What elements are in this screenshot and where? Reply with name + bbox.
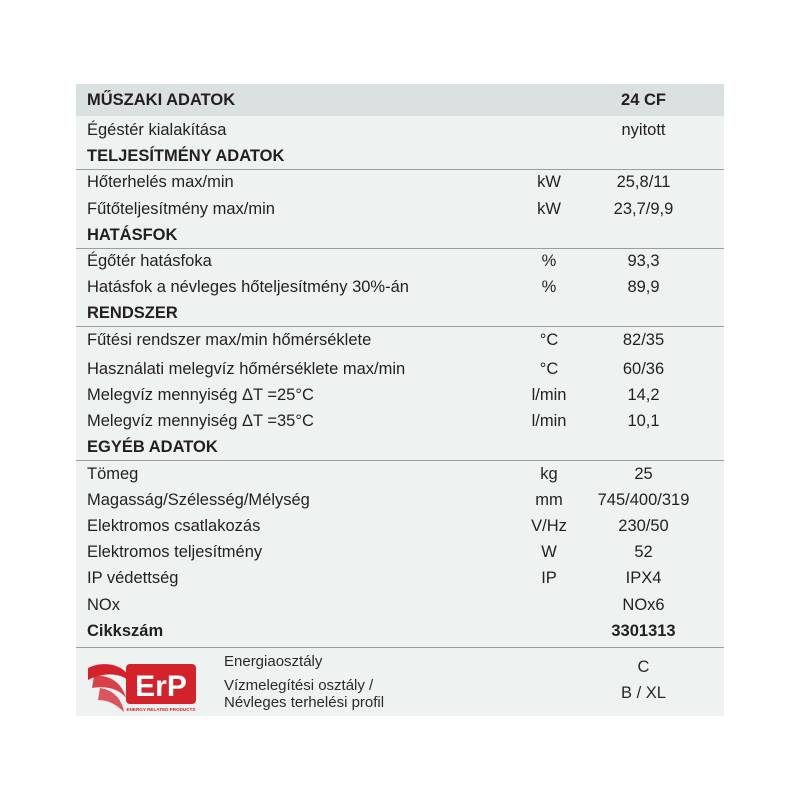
- row-unit: kW: [537, 200, 561, 218]
- row-label: Fűtési rendszer max/min hőmérséklete: [87, 331, 372, 349]
- row-value: NOx6: [622, 596, 665, 614]
- divider: [76, 647, 724, 648]
- section-heading: [76, 143, 724, 169]
- table-row: [76, 274, 724, 300]
- row-unit: IP: [541, 569, 557, 587]
- row-unit: kg: [540, 465, 558, 483]
- row-label: Elektromos csatlakozás: [87, 517, 261, 535]
- section-title: EGYÉB ADATOK: [87, 438, 218, 456]
- row-value: 10,1: [627, 412, 660, 430]
- table-row: [76, 618, 724, 644]
- table-row: [76, 487, 724, 513]
- row-label: Égőtér hatásfoka: [87, 252, 212, 270]
- row-unit: kW: [537, 173, 561, 191]
- section-divider: [76, 460, 724, 461]
- header-row: [76, 87, 724, 113]
- row-label: Fűtőteljesítmény max/min: [87, 200, 275, 218]
- table-row: [76, 356, 724, 382]
- row-unit: %: [541, 278, 557, 296]
- section-title: RENDSZER: [87, 304, 178, 322]
- erp-logo-text: ErP: [135, 670, 187, 703]
- section-divider: [76, 326, 724, 327]
- row-unit: V/Hz: [531, 517, 567, 535]
- row-value: 745/400/319: [597, 491, 690, 509]
- row-value: 230/50: [618, 517, 669, 535]
- erp-logo-icon: [86, 658, 198, 714]
- table-row: [76, 169, 724, 195]
- table-title: MŰSZAKI ADATOK: [87, 91, 236, 109]
- row-value: 23,7/9,9: [613, 200, 674, 218]
- model-name: 24 CF: [621, 91, 666, 109]
- row-unit: W: [541, 543, 557, 561]
- row-unit: l/min: [531, 412, 567, 430]
- row-label: Hőterhelés max/min: [87, 173, 234, 191]
- section-heading: [76, 300, 724, 326]
- energy-class-label: Energiaosztály: [224, 653, 323, 670]
- table-row: [76, 117, 724, 143]
- section-divider: [76, 248, 724, 249]
- table-row: [76, 196, 724, 222]
- water-heating-label-line1: Vízmelegítési osztály /: [224, 677, 374, 694]
- section-title: HATÁSFOK: [87, 226, 178, 244]
- technical-data-table: [76, 84, 724, 716]
- section-heading: [76, 434, 724, 460]
- row-unit: °C: [539, 360, 559, 378]
- erp-logo-subtext: ENERGY RELATED PRODUCTS: [126, 707, 196, 712]
- row-label: Cikkszám: [87, 622, 164, 640]
- row-value: nyitott: [621, 121, 666, 139]
- table-row: [76, 327, 724, 353]
- row-label: Melegvíz mennyiség ΔT =25°C: [87, 386, 314, 404]
- energy-class-value: C: [637, 658, 650, 676]
- row-value: 3301313: [611, 622, 676, 640]
- row-label: Hatásfok a névleges hőteljesítmény 30%-án: [87, 278, 409, 296]
- row-label: Magasság/Szélesség/Mélység: [87, 491, 310, 509]
- row-value: 93,3: [627, 252, 660, 270]
- section-title: TELJESÍTMÉNY ADATOK: [87, 147, 285, 165]
- row-value: 89,9: [627, 278, 660, 296]
- row-value: 25: [634, 465, 653, 483]
- table-row: [76, 513, 724, 539]
- row-unit: l/min: [531, 386, 567, 404]
- table-row: [76, 408, 724, 434]
- section-heading: [76, 222, 724, 248]
- row-value: 52: [634, 543, 653, 561]
- row-label: Égéstér kialakítása: [87, 121, 227, 139]
- row-unit: °C: [539, 331, 559, 349]
- water-heating-value: B / XL: [621, 684, 666, 702]
- table-row: [76, 592, 724, 618]
- row-label: Tömeg: [87, 465, 139, 483]
- table-row: [76, 248, 724, 274]
- row-unit: mm: [535, 491, 563, 509]
- table-row: [76, 539, 724, 565]
- row-value: IPX4: [625, 569, 662, 587]
- section-divider: [76, 169, 724, 170]
- row-label: NOx: [87, 596, 120, 614]
- water-heating-label-line2: Névleges terhelési profil: [224, 694, 385, 711]
- row-value: 60/36: [622, 360, 665, 378]
- row-label: Elektromos teljesítmény: [87, 543, 263, 561]
- row-label: Melegvíz mennyiség ΔT =35°C: [87, 412, 314, 430]
- row-value: 82/35: [622, 331, 665, 349]
- row-value: 25,8/11: [616, 173, 671, 191]
- row-unit: %: [541, 252, 557, 270]
- row-label: IP védettség: [87, 569, 179, 587]
- row-value: 14,2: [627, 386, 660, 404]
- table-row: [76, 461, 724, 487]
- table-row: [76, 565, 724, 591]
- table-row: [76, 382, 724, 408]
- row-label: Használati melegvíz hőmérséklete max/min: [87, 360, 406, 378]
